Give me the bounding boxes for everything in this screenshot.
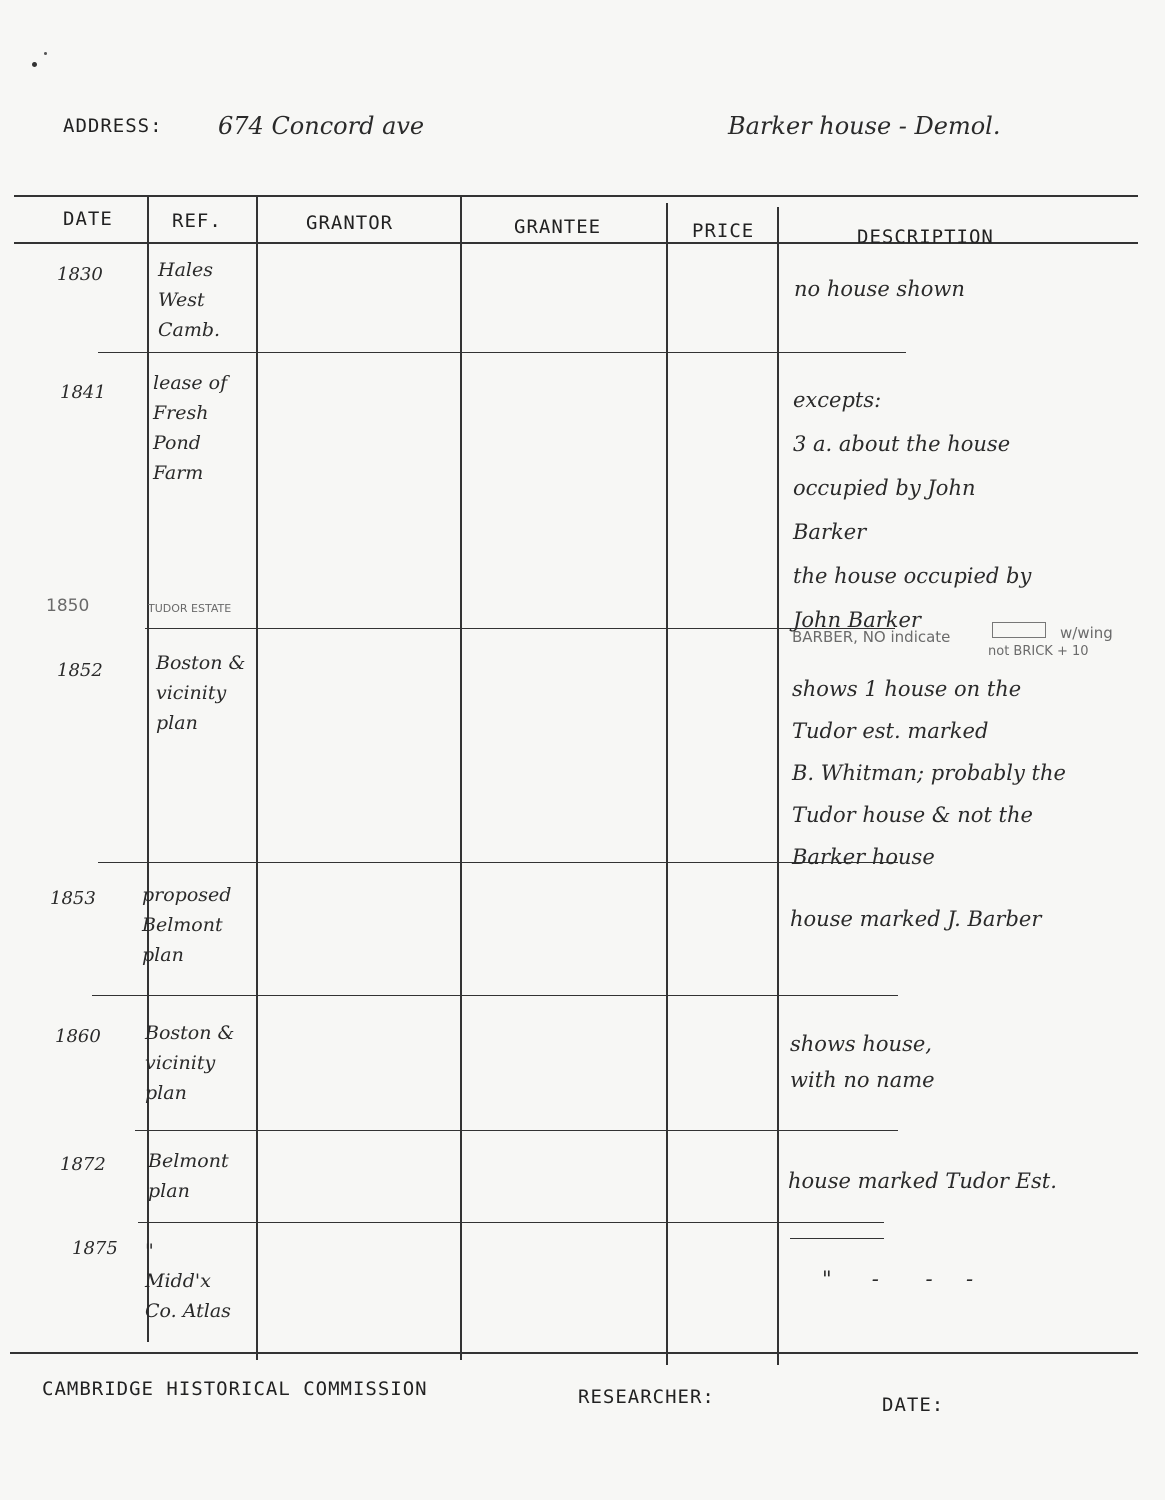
column-header-price: PRICE [692, 220, 755, 242]
row-description: no house shown [794, 277, 965, 301]
pencil-wing: w/wing [1060, 624, 1113, 642]
row-ref: Boston & vicinity plan [145, 1022, 235, 1104]
row-ref: " Midd'x Co. Atlas [145, 1240, 231, 1322]
col-divider [460, 197, 462, 1360]
column-header-description: DESCRIPTION [857, 226, 994, 248]
row-description: shows house, with no name [790, 1032, 935, 1092]
pencil-ref: TUDOR ESTATE [148, 602, 232, 615]
column-header-grantor: GRANTOR [306, 212, 394, 234]
row-separator [98, 352, 906, 353]
row-ref: Hales West Camb. [158, 259, 221, 341]
row-date: 1860 [55, 1026, 101, 1047]
wing-sketch-icon [992, 622, 1046, 638]
row-description: house marked Tudor Est. [788, 1169, 1057, 1193]
row-description: " - - - [822, 1267, 974, 1291]
row-separator [138, 1222, 884, 1223]
pencil-brick: not BRICK + 10 [988, 644, 1089, 659]
row-date: 1875 [72, 1238, 118, 1259]
row-date: 1853 [50, 888, 96, 909]
row-date: 1872 [60, 1154, 106, 1175]
col-divider [666, 203, 668, 1365]
column-header-grantee: GRANTEE [514, 216, 602, 238]
row-ref: Boston & vicinity plan [156, 652, 246, 734]
row-description: shows 1 house on the Tudor est. marked B. Whitman; probably the Tudor house & not the Barker house [792, 677, 1066, 869]
punch-mark [32, 62, 37, 67]
column-header-date: DATE [63, 208, 113, 230]
table-bottom-rule [10, 1352, 1138, 1354]
row-separator [98, 862, 898, 863]
column-header-ref: REF. [172, 210, 222, 232]
pencil-date: 1850 [46, 596, 90, 616]
row-description: house marked J. Barber [790, 907, 1042, 931]
row-separator [145, 628, 895, 629]
row-ref: proposed Belmont plan [142, 884, 232, 966]
pencil-description: BARBER, NO indicate [792, 628, 951, 646]
row-ref: Belmont plan [148, 1150, 229, 1202]
table-top-rule [14, 195, 1138, 197]
house-note: Barker house - Demol. [728, 112, 1001, 140]
row-date: 1830 [57, 264, 103, 285]
row-separator [92, 995, 898, 996]
col-divider [777, 207, 779, 1365]
footer-commission: CAMBRIDGE HISTORICAL COMMISSION [42, 1378, 428, 1400]
address-label: ADDRESS: [63, 115, 163, 137]
row-date: 1841 [60, 382, 106, 403]
address-value: 674 Concord ave [218, 112, 425, 140]
row-separator [790, 1238, 884, 1239]
row-separator [135, 1130, 898, 1131]
row-ref: lease of Fresh Pond Farm [153, 372, 228, 484]
col-divider [256, 197, 258, 1360]
footer-researcher-label: RESEARCHER: [578, 1386, 715, 1408]
footer-date-label: DATE: [882, 1394, 945, 1416]
row-description: excepts: 3 a. about the house occupied by John Barker the house occupied by John Barker [793, 388, 1032, 632]
row-date: 1852 [57, 660, 103, 681]
punch-mark [44, 52, 47, 55]
